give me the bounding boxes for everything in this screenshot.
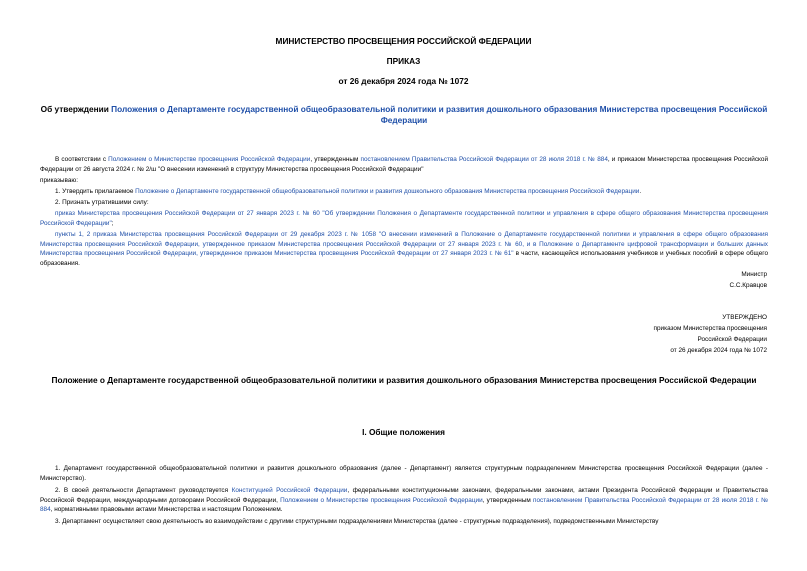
item-1-prefix: 1. Утвердить прилагаемое (55, 188, 136, 195)
signature-name: С.С.Кравцов (729, 282, 767, 289)
item-1-suffix: . (639, 188, 642, 195)
orders-word: приказываю: (40, 177, 78, 184)
clause-2-text-c: , утвержденным (482, 496, 534, 504)
clause-2-text-d: , нормативными правовыми актами Министерства и настоящим Положением. (50, 506, 283, 514)
approved-by-order: приказом Министерства просвещения (653, 325, 767, 332)
approved-label: УТВЕРЖДЕНО (722, 314, 767, 321)
clause-1: 1. Департамент государственной общеобразовательной политики и развития дошкольного образования (далее - Департамент) является структурным подразделением Министерства просвещения Российской Федерации (далее - Министерство). (40, 465, 768, 482)
item-2b-link[interactable]: пункты 1, 2 приказа Министерства просвещения Российской Федерации от 29 декабря 2023 г. № 1058 "О внесении изменений в Положение о Департаменте государственной политики и управления в сфере общего образования Министерства просвещения Российской Федерации, утвержденное приказом Министерства просвещения Российской Федерации от 27 января 2023 г. № 60, и в Положение о Департаменте цифровой трансформации и больших данных Министерства просвещения Российской Федерации, утвержденное приказом Министерства просвещения Российской Федерации от 27 января 2023 г. № 61" (40, 231, 768, 258)
ministry-regulation-link-2[interactable]: Положением о Министерстве просвещения Российской Федерации (280, 496, 483, 504)
ministry-heading: МИНИСТЕРСТВО ПРОСВЕЩЕНИЯ РОССИЙСКОЙ ФЕДЕРАЦИИ (275, 36, 532, 46)
ministry-regulation-link[interactable]: Положением о Министерстве просвещения Российской Федерации (108, 156, 311, 163)
intro-text-2: , утвержденным (310, 156, 361, 163)
clause-2-text-a: 2. В своей деятельности Департамент руководствуется (55, 487, 232, 494)
clause-3: 3. Департамент осуществляет свою деятельность во взаимодействии с другими структурными подразделениями Министерства (далее - структурные подразделения), подведомственными Министерству (55, 518, 659, 525)
intro-text-1: В соответствии с (55, 156, 109, 163)
item-2b (40, 230, 768, 268)
order-title (40, 104, 768, 126)
order-date-number: от 26 декабря 2024 года № 1072 (338, 76, 469, 86)
signature-position: Министр (741, 271, 767, 278)
regulation-title: Положение о Департаменте государственной общеобразовательной политики и развития дошкольного образования Министерства просвещения Российской Федерации (51, 375, 757, 385)
item-2a-suffix: ; (111, 219, 114, 227)
item-2b-suffix: в части, касающейся использования учебников и учебных пособий в сфере общего образования. (40, 250, 768, 267)
clause-2-text-b: , федеральными конституционными законами, федеральными законами, актами Президента Российской Федерации и Правительства Российской Федерации, международными договорами Российской Федерации, (40, 487, 768, 504)
item-2a-link[interactable]: приказ Министерства просвещения Российской Федерации от 27 января 2023 г. № 60 "Об утверждении Положения о Департаменте государственной политики и управления в сфере общего образования Министерства просвещения Российской Федерации" (40, 210, 768, 227)
item-2: 2. Признать утратившими силу: (55, 199, 149, 206)
government-decree-link-2[interactable]: постановлением Правительства Российской Федерации от 28 июля 2018 г. № 884 (40, 496, 769, 514)
approved-date-number: от 26 декабря 2024 года № 1072 (670, 347, 767, 354)
government-decree-link[interactable]: постановлением Правительства Российской Федерации от 28 июля 2018 г. № 884 (360, 156, 608, 163)
approved-ministry: Российской Федерации (697, 336, 767, 343)
section-heading: I. Общие положения (362, 427, 445, 437)
doc-type: ПРИКАЗ (386, 56, 421, 66)
item-1 (40, 187, 768, 197)
order-title-prefix: Об утверждении (40, 104, 112, 114)
item-2a (40, 209, 768, 228)
constitution-link[interactable]: Конституцией Российской Федерации (231, 487, 348, 494)
intro-text-3: , и приказом Министерства просвещения Российской Федерации от 26 августа 2024 г. № 2/ш "О внесении изменений в структуру Министерства просвещения Российской Федерации" (40, 156, 769, 173)
clause-2 (40, 486, 768, 515)
item-1-link[interactable]: Положение о Департаменте государственной общеобразовательной политики и развития дошкольного образования Министерства просвещения Российской Федерации (135, 188, 640, 195)
regulation-title-link[interactable]: Положения о Департаменте государственной общеобразовательной политики и развития дошкольного образования Министерства просвещения Российской Федерации (111, 104, 768, 125)
intro-paragraph (40, 155, 768, 174)
